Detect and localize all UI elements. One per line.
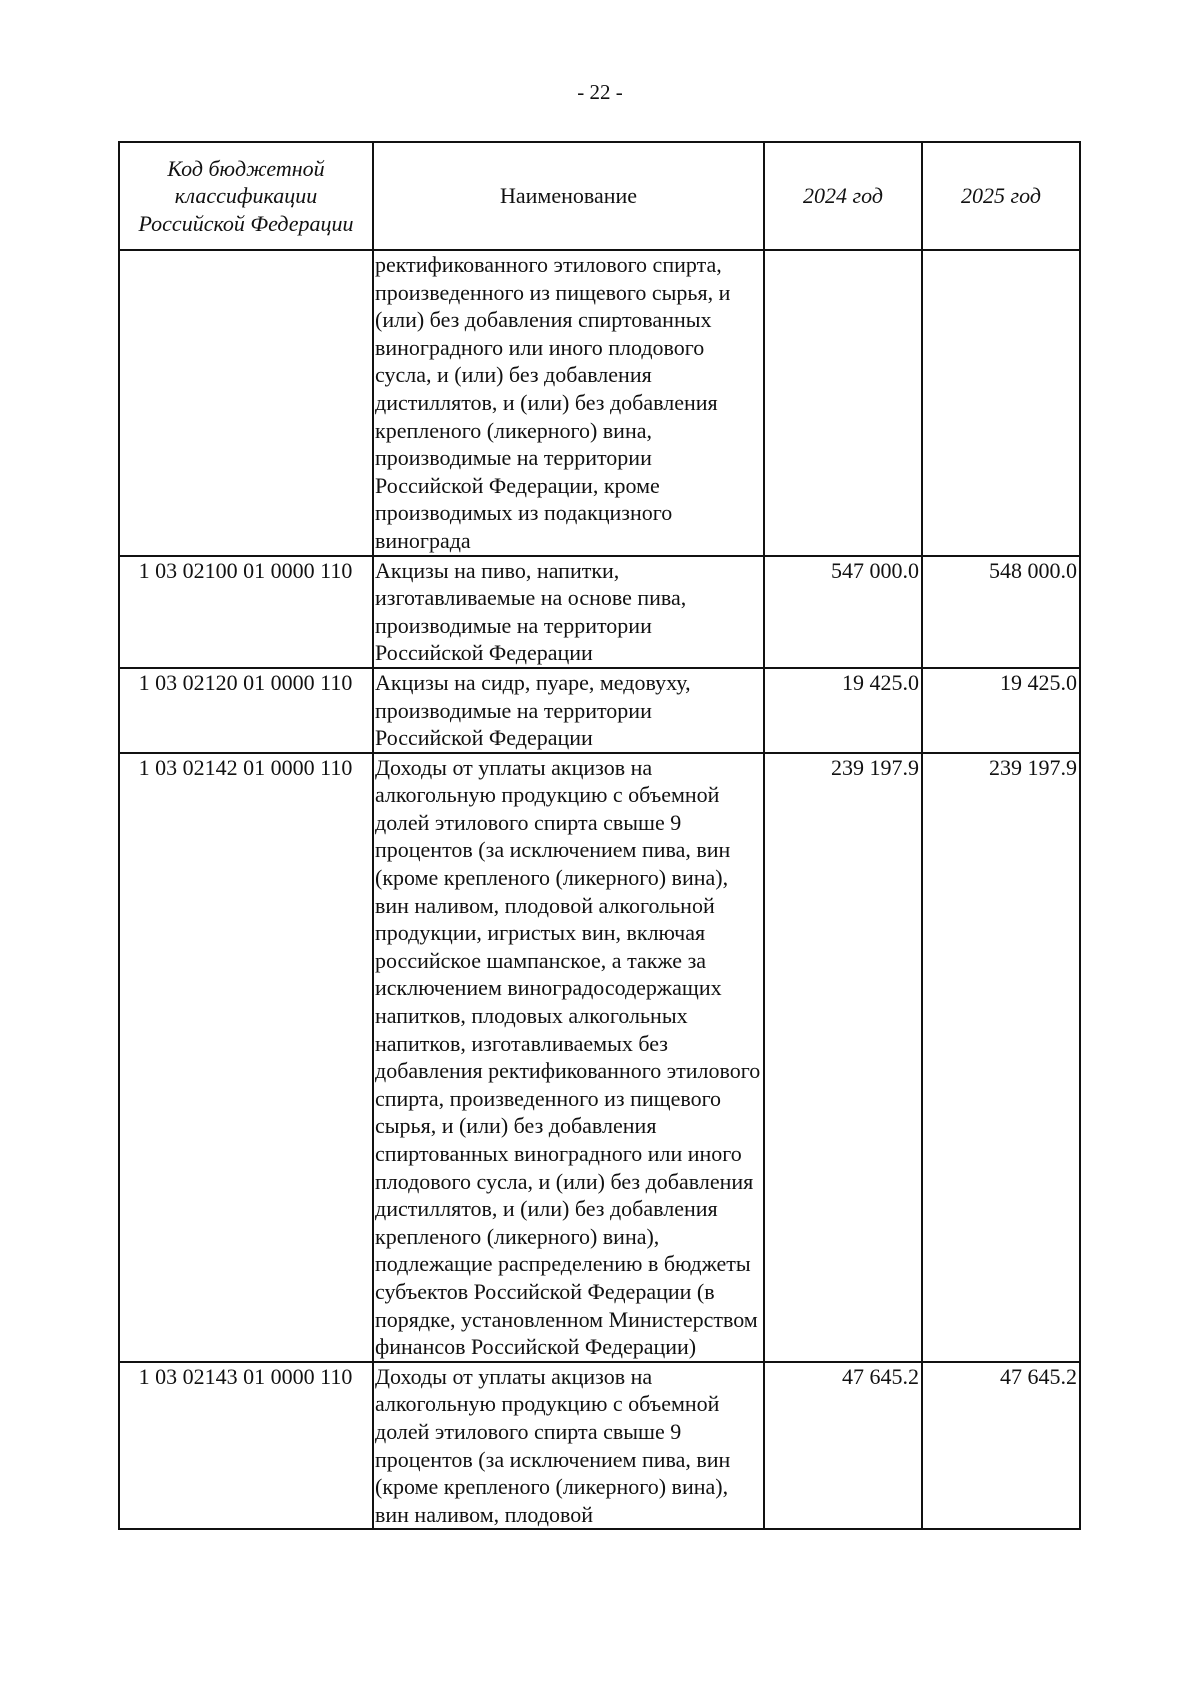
table-row [119, 668, 1080, 753]
header-code: Код бюджетной классификации Российской Федерации [119, 142, 373, 250]
table-row [119, 753, 1080, 1362]
budget-table [118, 141, 1081, 1530]
table-header-row [119, 142, 1080, 250]
row-value-2025 [922, 250, 1080, 556]
row-value-2025: 19 425.0 [922, 668, 1080, 753]
row-code: 1 03 02143 01 0000 110 [119, 1362, 373, 1530]
header-2025: 2025 год [922, 142, 1080, 250]
header-2024: 2024 год [764, 142, 922, 250]
row-code: 1 03 02100 01 0000 110 [119, 556, 373, 668]
row-value-2025: 47 645.2 [922, 1362, 1080, 1530]
row-value-2024: 547 000.0 [764, 556, 922, 668]
row-code [119, 250, 373, 556]
table-row [119, 556, 1080, 668]
row-name: ректификованного этилового спирта, произведенного из пищевого сырья, и (или) без добавления спиртованных виноградного или иного плодового сусла, и (или) без добавления дистиллятов, и (или) без добавления крепленого (ликерного) вина, производимые на территории Российской Федерации, кроме производимых из подакцизного винограда [373, 250, 764, 556]
row-value-2025: 239 197.9 [922, 753, 1080, 1362]
row-name: Акцизы на пиво, напитки, изготавливаемые на основе пива, производимые на территории Российской Федерации [373, 556, 764, 668]
row-name: Доходы от уплаты акцизов на алкогольную продукцию с объемной долей этилового спирта свыше 9 процентов (за исключением пива, вин (кроме крепленого (ликерного) вина), вин наливом, плодовой [373, 1362, 764, 1530]
row-value-2025: 548 000.0 [922, 556, 1080, 668]
row-code: 1 03 02120 01 0000 110 [119, 668, 373, 753]
table-row [119, 250, 1080, 556]
row-value-2024: 239 197.9 [764, 753, 922, 1362]
row-value-2024: 47 645.2 [764, 1362, 922, 1530]
header-name: Наименование [373, 142, 764, 250]
table-row [119, 1362, 1080, 1530]
row-code: 1 03 02142 01 0000 110 [119, 753, 373, 1362]
row-value-2024: 19 425.0 [764, 668, 922, 753]
row-name: Доходы от уплаты акцизов на алкогольную продукцию с объемной долей этилового спирта свыше 9 процентов (за исключением пива, вин (кроме крепленого (ликерного) вина), вин наливом, плодовой алкогольной продукции, игристых вин, включая российское шампанское, а также за исключением виноградосодержащих напитков, плодовых алкогольных напитков, изготавливаемых без добавления ректификованного этилового спирта, произведенного из пищевого сырья, и (или) без добавления спиртованных виноградного или иного плодового сусла, и (или) без добавления дистиллятов, и (или) без добавления крепленого (ликерного) вина), подлежащие распределению в бюджеты субъектов Российской Федерации (в порядке, установленном Министерством финансов Российской Федерации) [373, 753, 764, 1362]
row-value-2024 [764, 250, 922, 556]
row-name: Акцизы на сидр, пуаре, медовуху, производимые на территории Российской Федерации [373, 668, 764, 753]
page-number: - 22 - [577, 80, 623, 104]
